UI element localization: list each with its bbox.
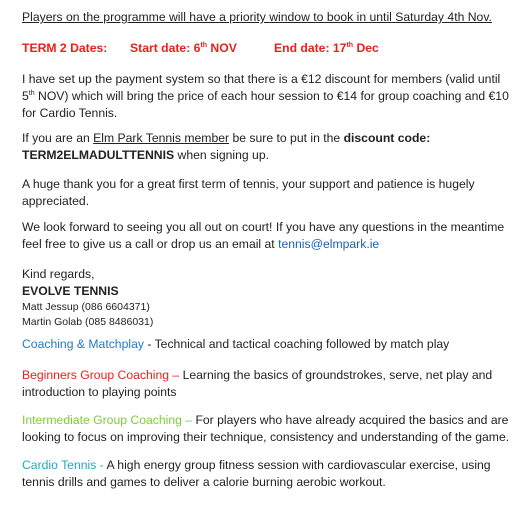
programme-cardio: Cardio Tennis - A high energy group fitness session with cardiovascular exercise, using tennis drills and games to deliver a calorie burning aerobic workout. xyxy=(22,458,491,489)
programme-coaching-matchplay: Coaching & Matchplay - Technical and tactical coaching followed by match play xyxy=(22,337,450,351)
programme-beginners: Beginners Group Coaching – Learning the basics of groundstrokes, serve, net play and introduction to playing points xyxy=(22,368,493,399)
email-link[interactable]: tennis@elmpark.ie xyxy=(278,237,380,251)
programme-title: Intermediate Group Coaching xyxy=(22,413,182,427)
payment-paragraph: I have set up the payment system so that there is a €12 discount for members (valid until 5th NOV) which will bring the price of each hour session to €14 for group coaching and €10 for Cardio Tennis. xyxy=(22,72,509,120)
thanks-paragraph: A huge thank you for a great first term of tennis, your support and patience is hugely appreciated. xyxy=(22,177,475,208)
company-name: EVOLVE TENNIS xyxy=(22,284,119,298)
kind-regards: Kind regards, xyxy=(22,267,95,281)
member-paragraph: If you are an Elm Park Tennis member be sure to put in the discount code: TERM2ELMADULTTENNIS when signing up. xyxy=(22,131,431,162)
programme-title: Coaching & Matchplay xyxy=(22,337,144,351)
contact-paragraph: We look forward to seeing you all out on court! If you have any questions in the meantime feel free to give us a call or drop us an email at tennis@elmpark.ie xyxy=(22,220,505,251)
priority-notice: Players on the programme will have a priority window to book in until Saturday 4th Nov. xyxy=(22,10,492,24)
term-start: Start date: 6th NOV xyxy=(130,41,237,55)
programme-title: Cardio Tennis xyxy=(22,458,97,472)
discount-code: TERM2ELMADULTTENNIS xyxy=(22,148,175,162)
contact-matt: Matt Jessup (086 6604371) xyxy=(22,301,150,313)
term-dates xyxy=(22,40,512,57)
contact-martin: Martin Golab (085 8486031) xyxy=(22,316,154,328)
term-end: End date: 17th Dec xyxy=(274,41,379,55)
elm-park-member-link[interactable]: Elm Park Tennis member xyxy=(93,131,230,145)
term-label: TERM 2 Dates: xyxy=(22,41,108,55)
programme-title: Beginners Group Coaching xyxy=(22,368,170,382)
signoff xyxy=(22,266,512,330)
programme-intermediate: Intermediate Group Coaching – For players who have already acquired the basics and are looking to focus on improving their technique, consistency and understanding of the game. xyxy=(22,413,510,444)
